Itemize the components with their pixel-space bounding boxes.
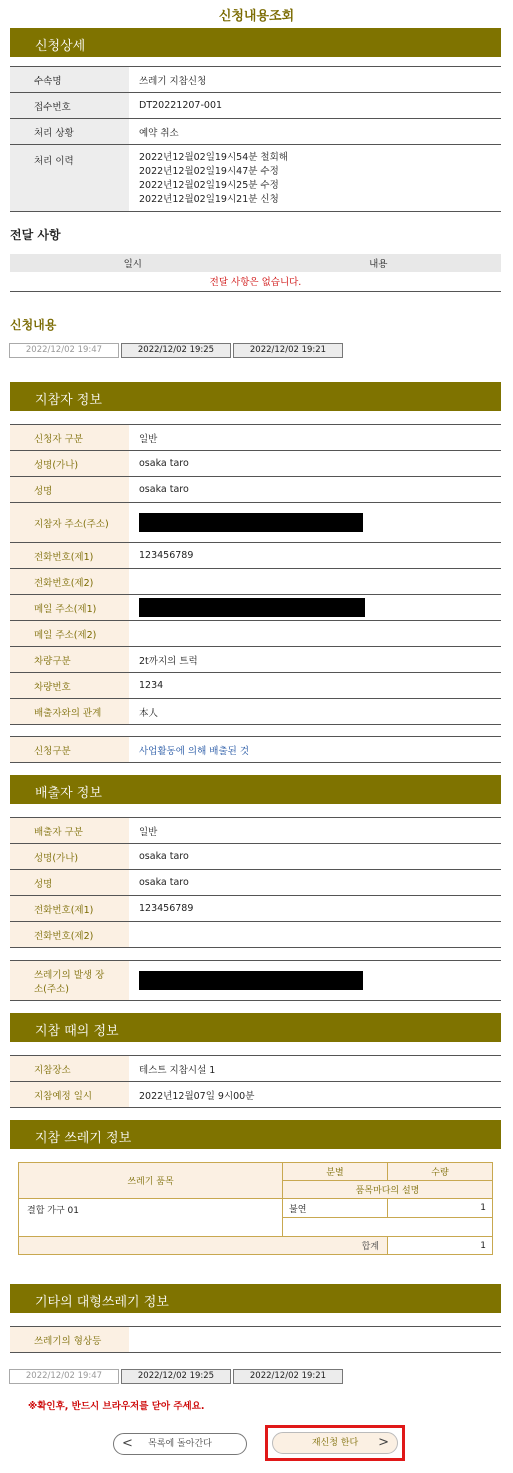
- history-list: [129, 145, 501, 212]
- detail-label: 접수번호: [10, 93, 129, 119]
- field-value: [129, 569, 501, 595]
- field-label: 메일 주소(제2): [10, 621, 129, 647]
- version-tab[interactable]: 2022/12/02 19:21: [233, 1369, 343, 1384]
- section-waste-header: 지참 쓰레기 정보: [10, 1120, 501, 1149]
- discharge-location-value: [129, 961, 501, 1001]
- history-entry: 2022년12월02일19시25분 수정: [139, 180, 279, 191]
- field-label: 전화번호(제1): [10, 543, 129, 569]
- redacted-block: [139, 598, 365, 617]
- field-value: 本人: [129, 699, 501, 725]
- field-label: 메일 주소(제1): [10, 595, 129, 621]
- history-entry: 2022년12월02일19시21분 신청: [139, 194, 279, 205]
- field-value: [129, 922, 501, 948]
- waste-total-label: 합계: [19, 1237, 388, 1255]
- version-tab[interactable]: 2022/12/02 19:21: [233, 343, 343, 358]
- detail-value: DT20221207-001: [129, 93, 501, 119]
- discharge-location-label: 쓰레기의 발생 장소(주소): [10, 961, 129, 1001]
- detail-label: 수속명: [10, 67, 129, 93]
- reapply-highlight: [265, 1425, 405, 1461]
- waste-col-item: 쓰레기 품목: [19, 1163, 283, 1199]
- address-value: [129, 503, 501, 543]
- field-value: 1234: [129, 673, 501, 699]
- history-entry: 2022년12월02일19시47분 수정: [139, 166, 279, 177]
- history-entry: 2022년12월02일19시54분 철회해: [139, 152, 288, 163]
- detail-value: 쓰레기 지참신청: [129, 67, 501, 93]
- version-tabs-bottom: [9, 1369, 343, 1384]
- version-tab[interactable]: 2022/12/02 19:47: [9, 1369, 119, 1384]
- version-tab[interactable]: 2022/12/02 19:25: [121, 343, 231, 358]
- back-to-list-label: 목록에 돌아간다: [148, 1439, 212, 1449]
- detail-row: [10, 93, 501, 119]
- section-other-header: 기타의 대형쓰레기 정보: [10, 1284, 501, 1313]
- field-label: 성명(가나): [10, 451, 129, 477]
- email-value: [129, 595, 501, 621]
- shape-label: 쓰레기의 형상등: [10, 1327, 129, 1353]
- field-label: 지참장소: [10, 1056, 129, 1082]
- application-heading: 신청내용: [10, 318, 57, 332]
- detail-row: [10, 119, 501, 145]
- redacted-block: [139, 971, 363, 990]
- version-tab[interactable]: 2022/12/02 19:47: [9, 343, 119, 358]
- notice-col-date: 일시: [10, 254, 256, 272]
- field-value: 123456789: [129, 543, 501, 569]
- application-type-table: [10, 736, 501, 763]
- section-discharger-header: 배출자 정보: [10, 775, 501, 804]
- field-value: 123456789: [129, 896, 501, 922]
- reapply-label: 재신청 한다: [311, 1438, 359, 1448]
- waste-item-name: 결합 가구 01: [19, 1199, 283, 1237]
- application-type-label: 신청구분: [10, 737, 129, 763]
- shape-value: [129, 1327, 501, 1353]
- field-value: osaka taro: [129, 477, 501, 503]
- waste-col-qty: 수량: [388, 1163, 493, 1181]
- field-label: 성명: [10, 477, 129, 503]
- version-tabs-top: [9, 343, 343, 358]
- bringer-table: [10, 424, 501, 725]
- field-value: 일반: [129, 425, 501, 451]
- field-value: osaka taro: [129, 870, 501, 896]
- field-value: [129, 621, 501, 647]
- waste-col-desc: 품목마다의 설명: [283, 1181, 493, 1199]
- field-label: 지참예정 일시: [10, 1082, 129, 1108]
- field-label: 신청자 구분: [10, 425, 129, 451]
- field-label: 전화번호(제1): [10, 896, 129, 922]
- section-detail-header: 신청상세: [10, 28, 501, 57]
- back-to-list-button[interactable]: [113, 1433, 247, 1455]
- redacted-block: [139, 513, 363, 532]
- waste-item-qty: 1: [388, 1199, 493, 1218]
- waste-table: [18, 1162, 493, 1255]
- field-label: 배출자와의 관계: [10, 699, 129, 725]
- chevron-right-icon: >: [378, 1435, 389, 1450]
- waste-total-value: 1: [388, 1237, 493, 1255]
- waste-item-category: 불연: [283, 1199, 388, 1218]
- page-title: 신청내용조회: [218, 9, 295, 24]
- bring-time-table: [10, 1055, 501, 1108]
- notice-col-content: 내용: [256, 254, 502, 272]
- waste-item-desc: [283, 1218, 493, 1237]
- field-value: osaka taro: [129, 844, 501, 870]
- field-value: 2t까지의 트럭: [129, 647, 501, 673]
- field-value: osaka taro: [129, 451, 501, 477]
- field-label: 지참자 주소(주소): [10, 503, 129, 543]
- field-label: 성명: [10, 870, 129, 896]
- notice-empty-message: 전달 사항은 없습니다.: [10, 272, 501, 291]
- notice-table: [10, 254, 501, 292]
- detail-label: 처리 상황: [10, 119, 129, 145]
- reapply-button[interactable]: [272, 1432, 398, 1454]
- chevron-left-icon: <: [122, 1436, 133, 1451]
- history-label: 처리 이력: [10, 145, 129, 212]
- detail-table: [10, 66, 501, 212]
- detail-value: 예약 취소: [129, 119, 501, 145]
- other-table: [10, 1326, 501, 1353]
- discharger-table: [10, 817, 501, 948]
- field-value: 테스트 지참시설 1: [129, 1056, 501, 1082]
- field-label: 성명(가나): [10, 844, 129, 870]
- detail-row-history: [10, 145, 501, 212]
- waste-col-category: 분별: [283, 1163, 388, 1181]
- field-label: 배출자 구분: [10, 818, 129, 844]
- field-label: 전화번호(제2): [10, 569, 129, 595]
- field-value: 2022년12월07일 9시00분: [129, 1082, 501, 1108]
- notice-heading: 전달 사항: [10, 228, 61, 242]
- application-type-value: 사업활동에 의해 배출된 것: [129, 737, 501, 763]
- field-label: 전화번호(제2): [10, 922, 129, 948]
- section-bring-time-header: 지참 때의 정보: [10, 1013, 501, 1042]
- field-value: 일반: [129, 818, 501, 844]
- field-label: 차량번호: [10, 673, 129, 699]
- section-bringer-header: 지참자 정보: [10, 382, 501, 411]
- discharge-location-table: [10, 960, 501, 1001]
- close-browser-warning: ※확인후, 반드시 브라우저를 닫아 주세요.: [28, 1401, 205, 1412]
- version-tab[interactable]: 2022/12/02 19:25: [121, 1369, 231, 1384]
- field-label: 차량구분: [10, 647, 129, 673]
- detail-row: [10, 67, 501, 93]
